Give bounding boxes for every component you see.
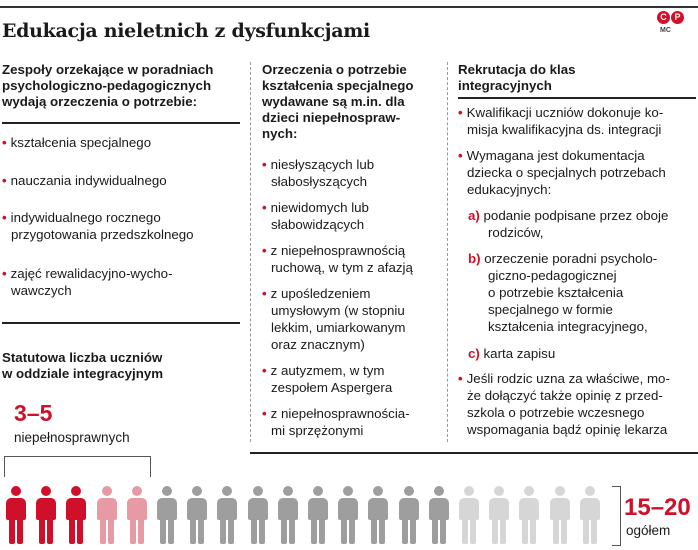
person-icon xyxy=(215,486,239,544)
person-icon xyxy=(306,486,330,544)
range-bracket xyxy=(4,456,151,477)
col3-rule xyxy=(458,97,696,99)
col3-item: • Kwalifikacji uczniów dokonuje ko- misja kwalifikacyjna ds. integracji xyxy=(458,105,664,137)
col3-subitem: c) karta zapisu xyxy=(468,346,556,361)
stat-total-label: ogółem xyxy=(626,523,671,538)
col3-subitem: b) orzeczenie poradni psycholo- giczno-pedagogicznej o potrzebie kształcenia specjalnego w formie kształcenia integracyjnego, xyxy=(468,251,658,334)
stat-total: 15–20 xyxy=(624,494,691,521)
col1-heading: Zespoły orzekające w poradniach psychologiczno-pedagogicznych wydają orzeczenia o potrzebie: xyxy=(2,62,214,109)
copyright-icon: C xyxy=(657,11,670,24)
person-icon xyxy=(64,486,88,544)
col3-item: • Wymagana jest dokumentacja dziecka o specjalnych potrzebach edukacyjnych: xyxy=(458,148,666,197)
person-icon xyxy=(125,486,149,544)
person-icon xyxy=(517,486,541,544)
bottom-right-rule xyxy=(250,452,698,454)
person-icon xyxy=(366,486,390,544)
top-rule xyxy=(0,6,698,8)
person-icon xyxy=(578,486,602,544)
p-icon: P xyxy=(671,11,684,24)
col2-divider xyxy=(250,62,251,442)
person-icon xyxy=(276,486,300,544)
col3-divider xyxy=(447,62,448,442)
stat-range: 3–5 xyxy=(14,400,53,426)
col2-item: • z autyzmem, w tym zespołem Aspergera xyxy=(262,363,393,395)
person-icon xyxy=(185,486,209,544)
col2-item: • z niepełnosprawnością ruchową, w tym z afazją xyxy=(262,243,413,275)
col1-bottom-rule xyxy=(2,322,240,324)
col2-item: • z niepełnosprawnościa- mi sprzężonymi xyxy=(262,406,410,438)
person-icon xyxy=(95,486,119,544)
col2-item: • niewidomych lub słabowidzących xyxy=(262,200,369,232)
col2-item: • niesłyszących lub słabosłyszących xyxy=(262,157,375,189)
person-icon xyxy=(155,486,179,544)
page-title: Edukacja nieletnich z dysfunkcjami xyxy=(2,20,370,42)
person-icon xyxy=(4,486,28,544)
col1-item: • zajęć rewalidacyjno-wycho- wawczych xyxy=(2,266,173,298)
person-icon xyxy=(427,486,451,544)
person-icon xyxy=(397,486,421,544)
person-icon xyxy=(457,486,481,544)
person-icon xyxy=(246,486,270,544)
person-icon xyxy=(336,486,360,544)
col1-rule xyxy=(2,122,240,124)
stat-range-label: niepełnosprawnych xyxy=(14,430,130,445)
person-icon xyxy=(34,486,58,544)
col2-heading: Orzeczenia o potrzebie kształcenia specjalnego wydawane są m.in. dla dzieci niepełnospraw- nych: xyxy=(262,62,414,141)
person-icon xyxy=(548,486,572,544)
col3-subitem: a) podanie podpisane przez oboje rodziców, xyxy=(468,208,669,240)
stat-heading: Statutowa liczba uczniów w oddziale integracyjnym xyxy=(2,350,164,381)
col3-item: • Jeśli rodzic uzna za właściwe, mo- że dołączyć także opinię z przed- szkola o potrzebie wczesnego wspomagania bądź opinię lekarza xyxy=(458,371,670,437)
col2-item: • z upośledzeniem umysłowym (w stopniu lekkim, umiarkowanym oraz znacznym) xyxy=(262,286,406,352)
total-bracket xyxy=(612,486,621,546)
col3-heading: Rekrutacja do klas integracyjnych xyxy=(458,62,576,93)
col1-item: • kształcenia specjalnego xyxy=(2,135,152,150)
col1-item: • indywidualnego rocznego przygotowania przedszkolnego xyxy=(2,210,194,242)
publisher-logo: C PMC xyxy=(657,11,698,36)
person-icon xyxy=(487,486,511,544)
col1-item: • nauczania indywidualnego xyxy=(2,173,167,188)
